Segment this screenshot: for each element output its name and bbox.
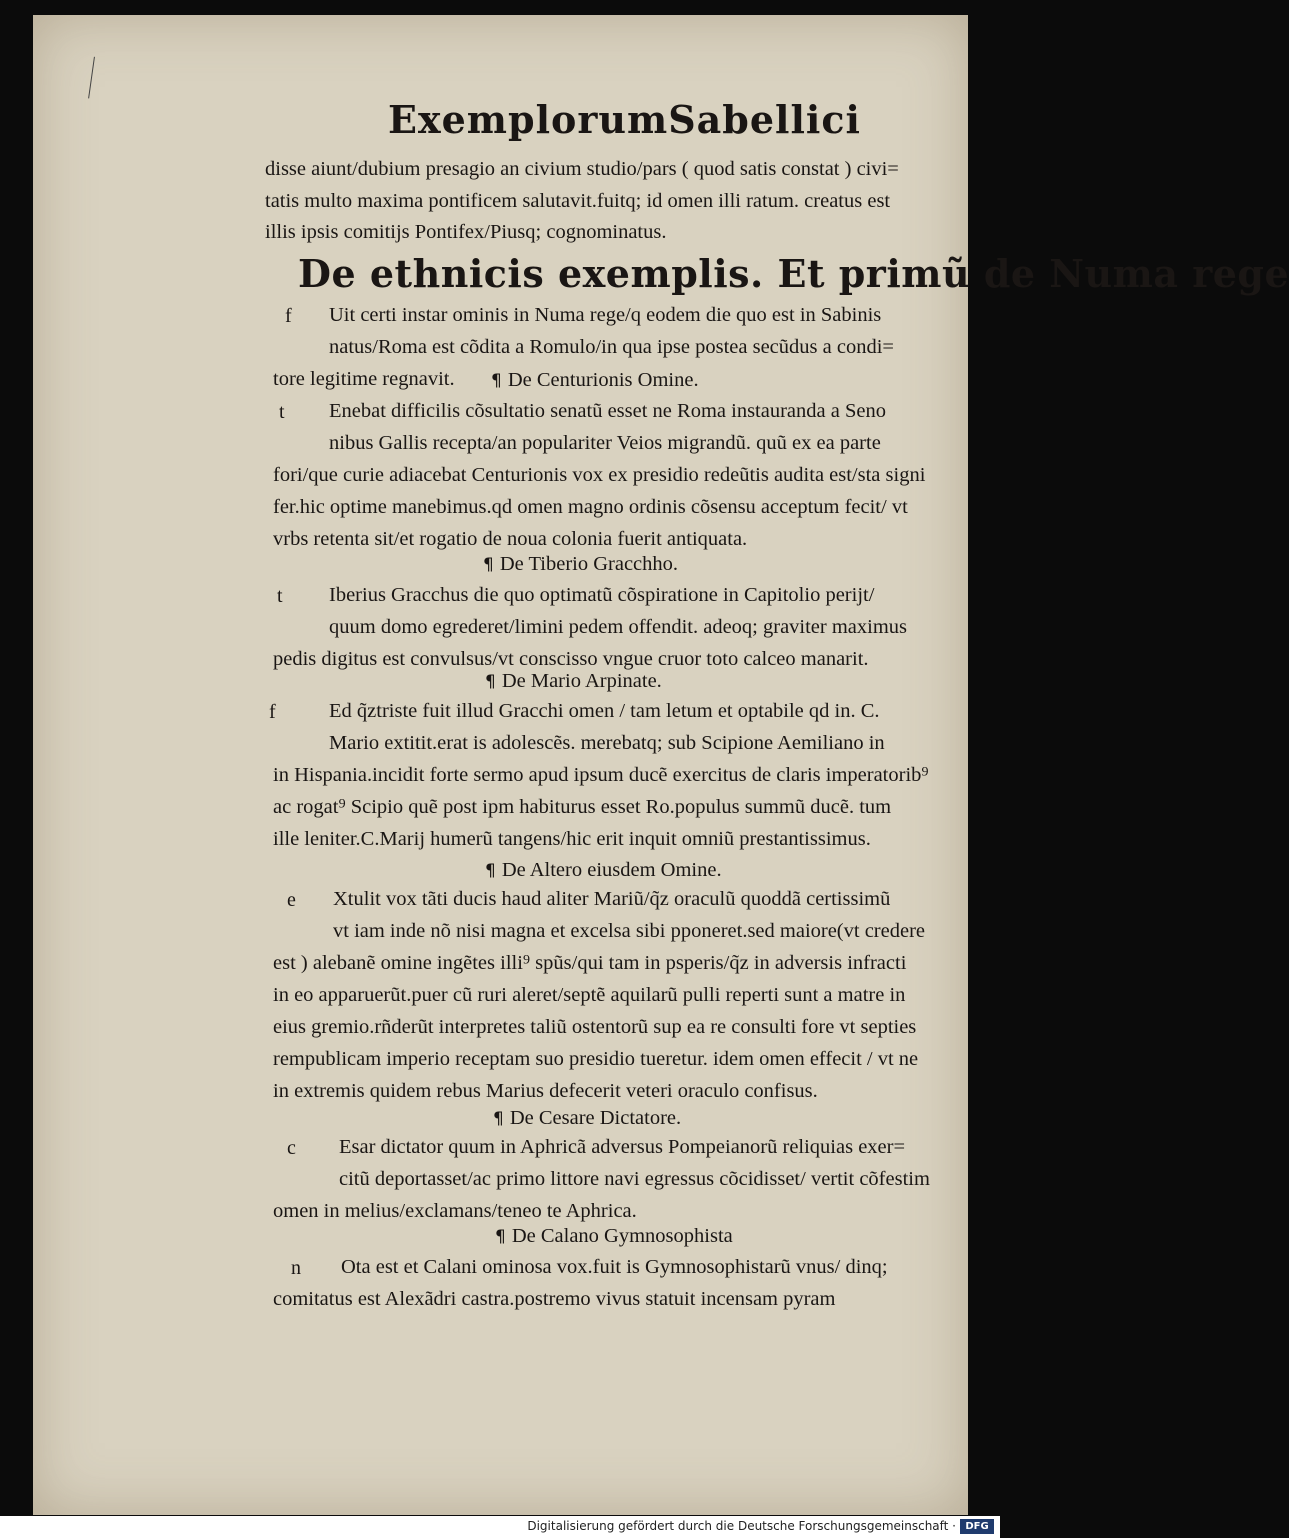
- footer-bar: [0, 1516, 1000, 1538]
- text-line: comitatus est Alexãdri castra.postremo vivus statuit incensam pyram: [273, 1288, 836, 1310]
- text-line: Ota est et Calani ominosa vox.fuit is Gymnosophistarũ vnus/ dinq;: [341, 1256, 888, 1278]
- intro-line: illis ipsis comitijs Pontifex/Piusq; cognominatus.: [265, 221, 667, 243]
- text-line: Uit certi instar ominis in Numa rege/q eodem die quo est in Sabinis: [329, 304, 882, 326]
- section-title: De ethnicis exemplis. Et primũ de Numa rege: [298, 251, 1289, 296]
- page-content: [33, 15, 1289, 1515]
- initial-letter: c: [287, 1137, 296, 1159]
- heading-text: De Mario Arpinate.: [501, 670, 662, 692]
- pilcrow-icon: ¶: [485, 672, 496, 692]
- pilcrow-icon: ¶: [491, 371, 502, 391]
- heading-text: De Cesare Dictatore.: [509, 1107, 682, 1129]
- text-line: Enebat difficilis cõsultatio senatũ esset ne Roma instauranda a Seno: [329, 400, 886, 422]
- section-heading: [485, 859, 722, 882]
- pilcrow-icon: ¶: [483, 555, 494, 575]
- intro-line: disse aiunt/dubium presagio an civium studio/pars ( quod satis constat ) civi=: [265, 158, 899, 180]
- text-line: Iberius Gracchus die quo optimatũ cõspiratione in Capitolio perijt/: [329, 584, 875, 606]
- initial-letter: f: [285, 305, 292, 327]
- initial-letter: t: [277, 585, 283, 607]
- initial-letter: n: [291, 1257, 301, 1279]
- text-line: in eo apparuerũt.puer cũ ruri aleret/septẽ aquilarũ pulli reperti sunt a matre in: [273, 984, 906, 1006]
- pilcrow-icon: ¶: [485, 861, 496, 881]
- running-head-right: Sabellici: [668, 97, 861, 142]
- book-page: [33, 15, 1289, 1515]
- section-heading: [485, 670, 662, 693]
- pilcrow-icon: ¶: [495, 1227, 506, 1247]
- text-line: eius gremio.rñderũt interpretes taliũ ostentorũ sup ea re consulti fore vt septies: [273, 1016, 917, 1038]
- heading-text: De Calano Gymnosophista: [511, 1225, 733, 1247]
- running-head: [388, 97, 861, 142]
- text-line: tore legitime regnavit.: [273, 368, 455, 390]
- text-line: in Hispania.incidit forte sermo apud ipsum ducẽ exercitus de claris imperatorib⁹: [273, 764, 929, 786]
- text-line: vt iam inde nõ nisi magna et excelsa sibi pponeret.sed maiore(vt credere: [333, 920, 926, 942]
- running-head-left: Exemplorum: [388, 97, 669, 142]
- text-line: natus/Roma est cõdita a Romulo/in qua ipse postea secũdus a condi=: [329, 336, 894, 358]
- intro-line: tatis multo maxima pontificem salutavit.fuitq; id omen illi ratum. creatus est: [265, 190, 891, 212]
- section-heading: [491, 369, 699, 392]
- funding-notice: Digitalisierung gefördert durch die Deutsche Forschungsgemeinschaft ·: [527, 1519, 956, 1533]
- text-line: Ed q̃ztriste fuit illud Gracchi omen / tam letum et optabile qd in. C.: [329, 700, 880, 722]
- section-heading: [483, 553, 678, 576]
- text-line: quum domo egrederet/limini pedem offendit. adeoq; graviter maximus: [329, 616, 908, 638]
- text-line: pedis digitus est convulsus/vt conscisso vngue cruor toto calceo manarit.: [273, 648, 869, 670]
- heading-text: De Tiberio Gracchho.: [499, 553, 679, 575]
- section-heading: [495, 1225, 733, 1248]
- text-line: omen in melius/exclamans/teneo te Aphrica.: [273, 1200, 637, 1222]
- text-line: Xtulit vox tãti ducis haud aliter Mariũ/q̃z oraculũ quoddã certissimũ: [333, 888, 891, 910]
- heading-text: De Centurionis Omine.: [507, 369, 699, 391]
- text-line: vrbs retenta sit/et rogatio de noua colonia fuerit antiquata.: [273, 528, 748, 550]
- dfg-logo: DFG: [960, 1519, 994, 1534]
- pilcrow-icon: ¶: [493, 1109, 504, 1129]
- text-line: Mario extitit.erat is adolescẽs. merebatq; sub Scipione Aemiliano in: [329, 732, 885, 754]
- text-line: in extremis quidem rebus Marius defecerit veteri oraculo confisus.: [273, 1080, 818, 1102]
- text-line: fer.hic optime manebimus.qd omen magno ordinis cõsensu acceptum fecit/ vt: [273, 496, 908, 518]
- heading-text: De Altero eiusdem Omine.: [501, 859, 722, 881]
- initial-letter: e: [287, 889, 296, 911]
- text-line: Esar dictator quum in Aphricã adversus Pompeianorũ reliquias exer=: [339, 1136, 906, 1158]
- text-line: citũ deportasset/ac primo littore navi egressus cõcidisset/ vertit cõfestim: [339, 1168, 930, 1190]
- text-line: fori/que curie adiacebat Centurionis vox ex presidio redeũtis audita est/sta signi: [273, 464, 926, 486]
- text-line: ille leniter.C.Marij humerũ tangens/hic erit inquit omniũ prestantissimus.: [273, 828, 871, 850]
- text-line: est ) alebanẽ omine ingẽtes illi⁹ spũs/qui tam in psperis/q̃z in adversis infracti: [273, 952, 907, 974]
- initial-letter: t: [279, 401, 285, 423]
- initial-letter: f: [269, 701, 276, 723]
- text-line: nibus Gallis recepta/an populariter Veios migrandũ. quũ ex ea parte: [329, 432, 881, 454]
- text-line: ac rogat⁹ Scipio quẽ post ipm habiturus esset Ro.populus summũ ducẽ. tum: [273, 796, 892, 818]
- text-line: rempublicam imperio receptam suo presidio tueretur. idem omen effecit / vt ne: [273, 1048, 919, 1070]
- section-heading: [493, 1107, 681, 1130]
